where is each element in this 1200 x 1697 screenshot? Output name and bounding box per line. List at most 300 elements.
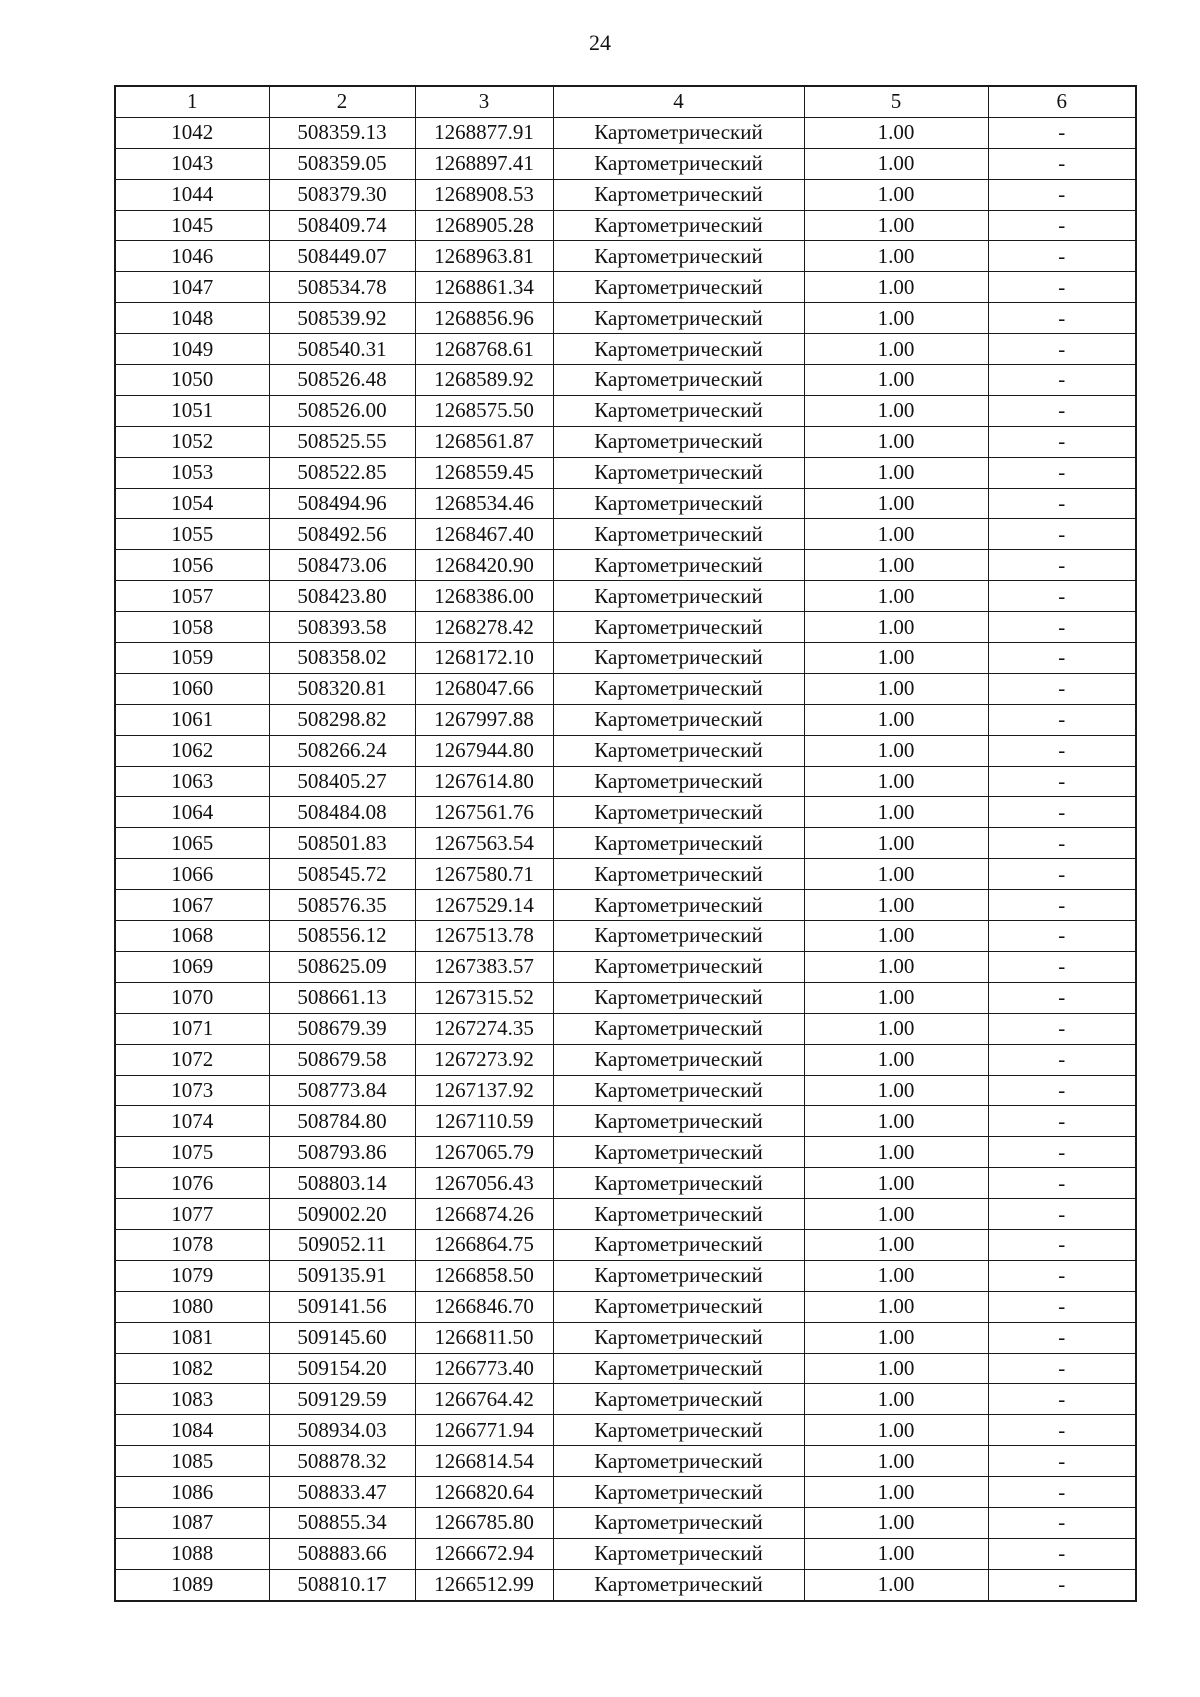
cell-point-number: 1044 bbox=[115, 179, 269, 210]
cell-note: - bbox=[988, 1044, 1136, 1075]
cell-y-coordinate: 1266785.80 bbox=[415, 1507, 553, 1538]
cell-point-number: 1084 bbox=[115, 1415, 269, 1446]
cell-point-number: 1056 bbox=[115, 550, 269, 581]
cell-note: - bbox=[988, 673, 1136, 704]
cell-accuracy: 1.00 bbox=[804, 1260, 988, 1291]
cell-method: Картометрический bbox=[553, 1013, 804, 1044]
cell-method: Картометрический bbox=[553, 921, 804, 952]
cell-accuracy: 1.00 bbox=[804, 117, 988, 148]
cell-method: Картометрический bbox=[553, 673, 804, 704]
table-row bbox=[115, 303, 1136, 334]
cell-accuracy: 1.00 bbox=[804, 1569, 988, 1600]
cell-note: - bbox=[988, 1168, 1136, 1199]
cell-point-number: 1083 bbox=[115, 1384, 269, 1415]
cell-y-coordinate: 1268575.50 bbox=[415, 395, 553, 426]
cell-y-coordinate: 1266864.75 bbox=[415, 1229, 553, 1260]
cell-method: Картометрический bbox=[553, 1075, 804, 1106]
cell-accuracy: 1.00 bbox=[804, 272, 988, 303]
cell-note: - bbox=[988, 1260, 1136, 1291]
cell-method: Картометрический bbox=[553, 1229, 804, 1260]
cell-method: Картометрический bbox=[553, 1106, 804, 1137]
cell-x-coordinate: 508793.86 bbox=[269, 1137, 415, 1168]
cell-y-coordinate: 1268278.42 bbox=[415, 612, 553, 643]
cell-x-coordinate: 508405.27 bbox=[269, 766, 415, 797]
cell-method: Картометрический bbox=[553, 426, 804, 457]
cell-point-number: 1067 bbox=[115, 890, 269, 921]
cell-point-number: 1047 bbox=[115, 272, 269, 303]
cell-method: Картометрический bbox=[553, 951, 804, 982]
cell-y-coordinate: 1267383.57 bbox=[415, 951, 553, 982]
cell-method: Картометрический bbox=[553, 365, 804, 396]
table-row bbox=[115, 519, 1136, 550]
table-row bbox=[115, 179, 1136, 210]
header-row bbox=[115, 86, 1136, 117]
table-row bbox=[115, 117, 1136, 148]
cell-note: - bbox=[988, 365, 1136, 396]
cell-point-number: 1058 bbox=[115, 612, 269, 643]
cell-method: Картометрический bbox=[553, 1569, 804, 1600]
cell-point-number: 1079 bbox=[115, 1260, 269, 1291]
cell-point-number: 1064 bbox=[115, 797, 269, 828]
cell-method: Картометрический bbox=[553, 1384, 804, 1415]
cell-method: Картометрический bbox=[553, 117, 804, 148]
table-row bbox=[115, 581, 1136, 612]
table-row bbox=[115, 643, 1136, 674]
cell-y-coordinate: 1268534.46 bbox=[415, 488, 553, 519]
cell-point-number: 1043 bbox=[115, 148, 269, 179]
cell-note: - bbox=[988, 1384, 1136, 1415]
cell-accuracy: 1.00 bbox=[804, 1199, 988, 1230]
cell-accuracy: 1.00 bbox=[804, 1106, 988, 1137]
cell-x-coordinate: 509002.20 bbox=[269, 1199, 415, 1230]
cell-x-coordinate: 508784.80 bbox=[269, 1106, 415, 1137]
header-cell-6: 6 bbox=[988, 86, 1136, 117]
table-row bbox=[115, 426, 1136, 457]
cell-note: - bbox=[988, 1137, 1136, 1168]
cell-y-coordinate: 1266874.26 bbox=[415, 1199, 553, 1230]
cell-note: - bbox=[988, 951, 1136, 982]
cell-accuracy: 1.00 bbox=[804, 921, 988, 952]
cell-x-coordinate: 508494.96 bbox=[269, 488, 415, 519]
cell-x-coordinate: 509154.20 bbox=[269, 1353, 415, 1384]
cell-y-coordinate: 1267137.92 bbox=[415, 1075, 553, 1106]
cell-method: Картометрический bbox=[553, 241, 804, 272]
cell-note: - bbox=[988, 1507, 1136, 1538]
header-cell-5: 5 bbox=[804, 86, 988, 117]
cell-point-number: 1046 bbox=[115, 241, 269, 272]
cell-y-coordinate: 1266771.94 bbox=[415, 1415, 553, 1446]
cell-accuracy: 1.00 bbox=[804, 179, 988, 210]
cell-point-number: 1062 bbox=[115, 735, 269, 766]
cell-note: - bbox=[988, 1291, 1136, 1322]
cell-x-coordinate: 508833.47 bbox=[269, 1477, 415, 1508]
header-cell-4: 4 bbox=[553, 86, 804, 117]
cell-accuracy: 1.00 bbox=[804, 982, 988, 1013]
table-row bbox=[115, 766, 1136, 797]
table-row bbox=[115, 704, 1136, 735]
cell-y-coordinate: 1267997.88 bbox=[415, 704, 553, 735]
cell-accuracy: 1.00 bbox=[804, 1384, 988, 1415]
cell-method: Картометрический bbox=[553, 1260, 804, 1291]
cell-point-number: 1045 bbox=[115, 210, 269, 241]
cell-note: - bbox=[988, 735, 1136, 766]
header-cell-1: 1 bbox=[115, 86, 269, 117]
cell-point-number: 1089 bbox=[115, 1569, 269, 1600]
table-row bbox=[115, 457, 1136, 488]
cell-x-coordinate: 508661.13 bbox=[269, 982, 415, 1013]
cell-accuracy: 1.00 bbox=[804, 148, 988, 179]
table-row bbox=[115, 828, 1136, 859]
cell-note: - bbox=[988, 890, 1136, 921]
header-cell-3: 3 bbox=[415, 86, 553, 117]
cell-y-coordinate: 1266773.40 bbox=[415, 1353, 553, 1384]
cell-point-number: 1050 bbox=[115, 365, 269, 396]
cell-x-coordinate: 508492.56 bbox=[269, 519, 415, 550]
cell-note: - bbox=[988, 1106, 1136, 1137]
cell-method: Картометрический bbox=[553, 581, 804, 612]
cell-point-number: 1077 bbox=[115, 1199, 269, 1230]
cell-x-coordinate: 508484.08 bbox=[269, 797, 415, 828]
table-row bbox=[115, 1106, 1136, 1137]
cell-y-coordinate: 1268856.96 bbox=[415, 303, 553, 334]
cell-y-coordinate: 1267944.80 bbox=[415, 735, 553, 766]
cell-point-number: 1070 bbox=[115, 982, 269, 1013]
cell-x-coordinate: 508449.07 bbox=[269, 241, 415, 272]
cell-y-coordinate: 1268589.92 bbox=[415, 365, 553, 396]
cell-x-coordinate: 508359.05 bbox=[269, 148, 415, 179]
cell-note: - bbox=[988, 1229, 1136, 1260]
cell-point-number: 1051 bbox=[115, 395, 269, 426]
cell-accuracy: 1.00 bbox=[804, 1353, 988, 1384]
cell-x-coordinate: 508522.85 bbox=[269, 457, 415, 488]
cell-accuracy: 1.00 bbox=[804, 1075, 988, 1106]
table-row bbox=[115, 1199, 1136, 1230]
cell-method: Картометрический bbox=[553, 1446, 804, 1477]
cell-note: - bbox=[988, 519, 1136, 550]
cell-y-coordinate: 1266814.54 bbox=[415, 1446, 553, 1477]
cell-accuracy: 1.00 bbox=[804, 581, 988, 612]
cell-note: - bbox=[988, 272, 1136, 303]
cell-y-coordinate: 1266512.99 bbox=[415, 1569, 553, 1600]
cell-y-coordinate: 1267110.59 bbox=[415, 1106, 553, 1137]
table-row bbox=[115, 488, 1136, 519]
cell-accuracy: 1.00 bbox=[804, 1415, 988, 1446]
cell-x-coordinate: 508266.24 bbox=[269, 735, 415, 766]
cell-y-coordinate: 1268877.91 bbox=[415, 117, 553, 148]
cell-note: - bbox=[988, 148, 1136, 179]
cell-point-number: 1069 bbox=[115, 951, 269, 982]
cell-x-coordinate: 508625.09 bbox=[269, 951, 415, 982]
cell-accuracy: 1.00 bbox=[804, 1044, 988, 1075]
cell-x-coordinate: 508423.80 bbox=[269, 581, 415, 612]
cell-method: Картометрический bbox=[553, 1353, 804, 1384]
cell-accuracy: 1.00 bbox=[804, 1322, 988, 1353]
cell-accuracy: 1.00 bbox=[804, 1477, 988, 1508]
cell-x-coordinate: 508525.55 bbox=[269, 426, 415, 457]
header-cell-2: 2 bbox=[269, 86, 415, 117]
table-row bbox=[115, 921, 1136, 952]
table-row bbox=[115, 1260, 1136, 1291]
cell-point-number: 1072 bbox=[115, 1044, 269, 1075]
cell-accuracy: 1.00 bbox=[804, 457, 988, 488]
cell-y-coordinate: 1266811.50 bbox=[415, 1322, 553, 1353]
cell-point-number: 1042 bbox=[115, 117, 269, 148]
cell-x-coordinate: 508540.31 bbox=[269, 334, 415, 365]
cell-x-coordinate: 508556.12 bbox=[269, 921, 415, 952]
cell-method: Картометрический bbox=[553, 395, 804, 426]
cell-note: - bbox=[988, 1415, 1136, 1446]
table-row bbox=[115, 1477, 1136, 1508]
cell-note: - bbox=[988, 334, 1136, 365]
cell-note: - bbox=[988, 550, 1136, 581]
cell-accuracy: 1.00 bbox=[804, 210, 988, 241]
cell-method: Картометрический bbox=[553, 488, 804, 519]
cell-method: Картометрический bbox=[553, 797, 804, 828]
cell-accuracy: 1.00 bbox=[804, 365, 988, 396]
cell-y-coordinate: 1267056.43 bbox=[415, 1168, 553, 1199]
cell-y-coordinate: 1267513.78 bbox=[415, 921, 553, 952]
table-row bbox=[115, 1384, 1136, 1415]
table-row bbox=[115, 797, 1136, 828]
table-row bbox=[115, 1322, 1136, 1353]
cell-accuracy: 1.00 bbox=[804, 426, 988, 457]
table-row bbox=[115, 1415, 1136, 1446]
cell-method: Картометрический bbox=[553, 859, 804, 890]
cell-x-coordinate: 509135.91 bbox=[269, 1260, 415, 1291]
cell-y-coordinate: 1268861.34 bbox=[415, 272, 553, 303]
cell-x-coordinate: 509129.59 bbox=[269, 1384, 415, 1415]
table-row bbox=[115, 1075, 1136, 1106]
cell-method: Картометрический bbox=[553, 1538, 804, 1569]
cell-method: Картометрический bbox=[553, 272, 804, 303]
cell-x-coordinate: 508473.06 bbox=[269, 550, 415, 581]
cell-note: - bbox=[988, 395, 1136, 426]
cell-point-number: 1054 bbox=[115, 488, 269, 519]
cell-accuracy: 1.00 bbox=[804, 1229, 988, 1260]
cell-accuracy: 1.00 bbox=[804, 612, 988, 643]
table-row bbox=[115, 1291, 1136, 1322]
cell-point-number: 1052 bbox=[115, 426, 269, 457]
cell-note: - bbox=[988, 704, 1136, 735]
cell-x-coordinate: 508501.83 bbox=[269, 828, 415, 859]
cell-point-number: 1060 bbox=[115, 673, 269, 704]
cell-accuracy: 1.00 bbox=[804, 673, 988, 704]
table-row bbox=[115, 241, 1136, 272]
cell-x-coordinate: 508576.35 bbox=[269, 890, 415, 921]
cell-y-coordinate: 1268467.40 bbox=[415, 519, 553, 550]
cell-x-coordinate: 508526.48 bbox=[269, 365, 415, 396]
cell-method: Картометрический bbox=[553, 457, 804, 488]
cell-accuracy: 1.00 bbox=[804, 519, 988, 550]
cell-method: Картометрический bbox=[553, 303, 804, 334]
cell-y-coordinate: 1268768.61 bbox=[415, 334, 553, 365]
cell-accuracy: 1.00 bbox=[804, 643, 988, 674]
cell-note: - bbox=[988, 1075, 1136, 1106]
cell-point-number: 1085 bbox=[115, 1446, 269, 1477]
cell-y-coordinate: 1268897.41 bbox=[415, 148, 553, 179]
cell-method: Картометрический bbox=[553, 550, 804, 581]
cell-note: - bbox=[988, 982, 1136, 1013]
cell-method: Картометрический bbox=[553, 179, 804, 210]
cell-accuracy: 1.00 bbox=[804, 1013, 988, 1044]
cell-accuracy: 1.00 bbox=[804, 1446, 988, 1477]
cell-accuracy: 1.00 bbox=[804, 704, 988, 735]
cell-y-coordinate: 1268561.87 bbox=[415, 426, 553, 457]
cell-method: Картометрический bbox=[553, 1291, 804, 1322]
cell-method: Картометрический bbox=[553, 1507, 804, 1538]
cell-y-coordinate: 1267274.35 bbox=[415, 1013, 553, 1044]
cell-y-coordinate: 1267529.14 bbox=[415, 890, 553, 921]
cell-accuracy: 1.00 bbox=[804, 1507, 988, 1538]
cell-note: - bbox=[988, 828, 1136, 859]
cell-point-number: 1076 bbox=[115, 1168, 269, 1199]
cell-x-coordinate: 509141.56 bbox=[269, 1291, 415, 1322]
cell-point-number: 1071 bbox=[115, 1013, 269, 1044]
table-row bbox=[115, 735, 1136, 766]
cell-accuracy: 1.00 bbox=[804, 550, 988, 581]
page-number: 24 bbox=[589, 30, 611, 55]
cell-note: - bbox=[988, 1446, 1136, 1477]
cell-point-number: 1059 bbox=[115, 643, 269, 674]
cell-method: Картометрический bbox=[553, 704, 804, 735]
cell-method: Картометрический bbox=[553, 1168, 804, 1199]
cell-y-coordinate: 1268905.28 bbox=[415, 210, 553, 241]
cell-note: - bbox=[988, 1353, 1136, 1384]
cell-method: Картометрический bbox=[553, 1199, 804, 1230]
cell-accuracy: 1.00 bbox=[804, 1168, 988, 1199]
cell-y-coordinate: 1267065.79 bbox=[415, 1137, 553, 1168]
cell-point-number: 1074 bbox=[115, 1106, 269, 1137]
table-row bbox=[115, 365, 1136, 396]
cell-method: Картометрический bbox=[553, 982, 804, 1013]
cell-point-number: 1068 bbox=[115, 921, 269, 952]
cell-point-number: 1088 bbox=[115, 1538, 269, 1569]
cell-accuracy: 1.00 bbox=[804, 1137, 988, 1168]
table-body bbox=[115, 117, 1136, 1600]
table-row bbox=[115, 210, 1136, 241]
cell-note: - bbox=[988, 921, 1136, 952]
cell-accuracy: 1.00 bbox=[804, 951, 988, 982]
cell-note: - bbox=[988, 1322, 1136, 1353]
cell-point-number: 1065 bbox=[115, 828, 269, 859]
cell-x-coordinate: 508359.13 bbox=[269, 117, 415, 148]
cell-x-coordinate: 508409.74 bbox=[269, 210, 415, 241]
cell-x-coordinate: 508773.84 bbox=[269, 1075, 415, 1106]
cell-note: - bbox=[988, 1569, 1136, 1600]
cell-note: - bbox=[988, 1199, 1136, 1230]
cell-y-coordinate: 1268420.90 bbox=[415, 550, 553, 581]
cell-accuracy: 1.00 bbox=[804, 1291, 988, 1322]
cell-method: Картометрический bbox=[553, 766, 804, 797]
table-row bbox=[115, 1353, 1136, 1384]
cell-method: Картометрический bbox=[553, 735, 804, 766]
cell-note: - bbox=[988, 241, 1136, 272]
cell-x-coordinate: 508379.30 bbox=[269, 179, 415, 210]
cell-x-coordinate: 508810.17 bbox=[269, 1569, 415, 1600]
cell-accuracy: 1.00 bbox=[804, 766, 988, 797]
table-row bbox=[115, 395, 1136, 426]
cell-note: - bbox=[988, 1538, 1136, 1569]
cell-accuracy: 1.00 bbox=[804, 735, 988, 766]
cell-x-coordinate: 508878.32 bbox=[269, 1446, 415, 1477]
cell-note: - bbox=[988, 426, 1136, 457]
cell-accuracy: 1.00 bbox=[804, 1538, 988, 1569]
cell-point-number: 1053 bbox=[115, 457, 269, 488]
table-row bbox=[115, 334, 1136, 365]
cell-x-coordinate: 508934.03 bbox=[269, 1415, 415, 1446]
cell-x-coordinate: 508358.02 bbox=[269, 643, 415, 674]
cell-x-coordinate: 508679.58 bbox=[269, 1044, 415, 1075]
table-row bbox=[115, 1538, 1136, 1569]
cell-y-coordinate: 1268908.53 bbox=[415, 179, 553, 210]
cell-note: - bbox=[988, 488, 1136, 519]
cell-method: Картометрический bbox=[553, 334, 804, 365]
cell-method: Картометрический bbox=[553, 1477, 804, 1508]
cell-x-coordinate: 509145.60 bbox=[269, 1322, 415, 1353]
cell-accuracy: 1.00 bbox=[804, 859, 988, 890]
cell-accuracy: 1.00 bbox=[804, 488, 988, 519]
cell-method: Картометрический bbox=[553, 890, 804, 921]
cell-y-coordinate: 1267580.71 bbox=[415, 859, 553, 890]
cell-point-number: 1061 bbox=[115, 704, 269, 735]
cell-x-coordinate: 508320.81 bbox=[269, 673, 415, 704]
cell-x-coordinate: 508534.78 bbox=[269, 272, 415, 303]
cell-y-coordinate: 1267614.80 bbox=[415, 766, 553, 797]
cell-note: - bbox=[988, 581, 1136, 612]
cell-accuracy: 1.00 bbox=[804, 303, 988, 334]
cell-method: Картометрический bbox=[553, 210, 804, 241]
table-row bbox=[115, 951, 1136, 982]
cell-method: Картометрический bbox=[553, 1137, 804, 1168]
cell-x-coordinate: 508803.14 bbox=[269, 1168, 415, 1199]
cell-method: Картометрический bbox=[553, 1044, 804, 1075]
cell-x-coordinate: 509052.11 bbox=[269, 1229, 415, 1260]
cell-note: - bbox=[988, 797, 1136, 828]
table-row bbox=[115, 1013, 1136, 1044]
cell-note: - bbox=[988, 1013, 1136, 1044]
cell-note: - bbox=[988, 179, 1136, 210]
cell-x-coordinate: 508883.66 bbox=[269, 1538, 415, 1569]
table-row bbox=[115, 859, 1136, 890]
cell-point-number: 1057 bbox=[115, 581, 269, 612]
table-row bbox=[115, 1446, 1136, 1477]
cell-point-number: 1075 bbox=[115, 1137, 269, 1168]
table-row bbox=[115, 148, 1136, 179]
table-row bbox=[115, 1044, 1136, 1075]
cell-x-coordinate: 508298.82 bbox=[269, 704, 415, 735]
cell-accuracy: 1.00 bbox=[804, 334, 988, 365]
table-row bbox=[115, 673, 1136, 704]
cell-note: - bbox=[988, 643, 1136, 674]
cell-method: Картометрический bbox=[553, 1415, 804, 1446]
cell-y-coordinate: 1267315.52 bbox=[415, 982, 553, 1013]
cell-method: Картометрический bbox=[553, 828, 804, 859]
cell-accuracy: 1.00 bbox=[804, 241, 988, 272]
cell-method: Картометрический bbox=[553, 612, 804, 643]
table-row bbox=[115, 550, 1136, 581]
cell-point-number: 1081 bbox=[115, 1322, 269, 1353]
cell-accuracy: 1.00 bbox=[804, 797, 988, 828]
cell-y-coordinate: 1267563.54 bbox=[415, 828, 553, 859]
cell-y-coordinate: 1266672.94 bbox=[415, 1538, 553, 1569]
cell-point-number: 1049 bbox=[115, 334, 269, 365]
cell-note: - bbox=[988, 766, 1136, 797]
cell-x-coordinate: 508679.39 bbox=[269, 1013, 415, 1044]
cell-x-coordinate: 508545.72 bbox=[269, 859, 415, 890]
cell-x-coordinate: 508393.58 bbox=[269, 612, 415, 643]
cell-note: - bbox=[988, 612, 1136, 643]
cell-y-coordinate: 1266820.64 bbox=[415, 1477, 553, 1508]
